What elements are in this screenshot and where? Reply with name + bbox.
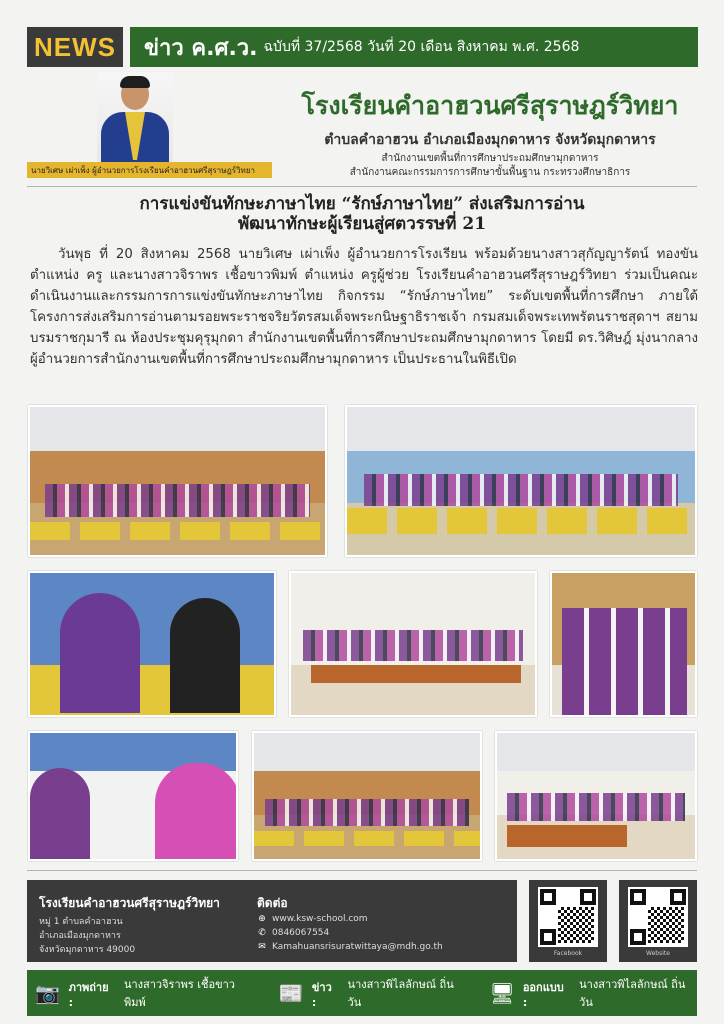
director-portrait — [97, 72, 173, 162]
headline — [40, 194, 684, 234]
director-caption: นายวิเศษ เผ่าเพ็ง ผู้อำนวยการโรงเรียนคำอาฮวนศรีสุราษฎร์วิทยา — [27, 162, 272, 178]
education-commission: สำนักงานคณะกรรมการการศึกษาขั้นพื้นฐาน กระทรวงศึกษาธิการ — [349, 167, 631, 178]
contact-title: ติดต่อ — [257, 896, 288, 910]
headline-line-1: การแข่งขันทักษะภาษาไทย “รักษ์ภาษาไทย” ส่งเสริมการอ่าน — [139, 194, 585, 214]
news-credit-value: นางสาวพิไลลักษณ์ ถิ่นวัน — [347, 978, 454, 1009]
footer-address-2: อำเภอเมืองมุกดาหาร — [39, 931, 121, 941]
divider — [27, 186, 697, 187]
contact-phone[interactable] — [257, 928, 329, 938]
credits-bar — [27, 970, 697, 1016]
contact-email[interactable] — [257, 942, 443, 952]
photo-credit-key: ภาพถ่าย : — [68, 980, 109, 1009]
design-credit-key: ออกแบบ : — [522, 980, 564, 1009]
news-credit-key: ข่าว : — [311, 980, 332, 1009]
news-label: ข่าว ค.ศ.ว. — [144, 35, 258, 61]
photo-competition-room — [252, 731, 482, 861]
website-text: www.ksw-school.com — [272, 914, 368, 924]
website-qr[interactable] — [619, 880, 697, 962]
newspaper-icon: 📰 — [278, 981, 304, 1005]
article-text: วันพุธ ที่ 20 สิงหาคม 2568 นายวิเศษ เผ่าเพ็ง ผู้อำนวยการโรงเรียน พร้อมด้วยนางสาวสุกัญญารัตน์ ทองขัน ตำแหน่ง ครู และนางสาวจิราพร เชื้อขาวพิมพ์ ตำแหน่ง ครูผู้ช่วย โรงเรียนคำอาฮวนศรีสุราษฎร์วิทยา ร่วมเป็นคณะดำเนินงานและกรรมการการแข่งขันทักษะภาษาไทย กิจกรรม “รักษ์ภาษาไทย” ระดับเขตพื้นที่การศึกษา ภายใต้โครงการส่งเสริมการอ่านตามรอยพระราชจริยวัตรสมเด็จพระกนิษฐาธิราชเจ้า กรมสมเด็จพระเทพรัตนราชสุดาฯ สยามบรมราชกุมารี ณ ห้องประชุมคุรุมุกดา สำนักงานเขตพื้นที่การศึกษาประถมศึกษามุกดาหาร โดยมี ดร.วิศิษฎ์ มุ่งนากลาง ผู้อำนวยการสำนักงานเขตพื้นที่การศึกษาประถมศึกษามุกดาหาร เป็นประธานในพิธีเปิด — [30, 247, 698, 367]
headline-line-2: พัฒนาทักษะผู้เรียนสู่ศตวรรษที่ 21 — [237, 214, 487, 234]
footer-address-1: หมู่ 1 ตำบลคำอาฮวน — [39, 917, 123, 927]
photo-teachers — [550, 571, 697, 717]
facebook-qr-label: Facebook — [553, 950, 583, 957]
photo-credit-value: นางสาวจิราพร เชื้อขาวพิมพ์ — [123, 978, 235, 1009]
design-icon: 🖥 — [489, 981, 515, 1005]
photo-scoring — [28, 731, 238, 861]
qr-code-icon — [628, 887, 688, 947]
photo-group-stage — [28, 405, 327, 557]
photo-judges — [28, 571, 276, 717]
photo-reading-room — [495, 731, 697, 861]
website-qr-label: Website — [646, 950, 670, 957]
camera-icon: 📷 — [35, 981, 61, 1005]
footer-info — [27, 880, 517, 962]
school-location: ตำบลคำอาฮวน อำเภอเมืองมุกดาหาร จังหวัดมุกดาหาร — [324, 132, 656, 148]
news-badge: NEWS — [27, 27, 123, 67]
qr-code-icon — [538, 887, 598, 947]
phone-text: 0846067554 — [272, 928, 330, 938]
design-credit-value: นางสาวพิไลลักษณ์ ถิ่นวัน — [579, 978, 686, 1009]
facebook-qr[interactable] — [529, 880, 607, 962]
footer-school: โรงเรียนคำอาฮวนศรีสุราษฎร์วิทยา — [39, 896, 220, 910]
education-office: สำนักงานเขตพื้นที่การศึกษาประถมศึกษามุกดาหาร — [381, 153, 599, 164]
mail-icon: ✉ — [258, 942, 266, 952]
issue-bar — [130, 27, 698, 67]
divider — [27, 870, 697, 871]
photo-conference-room — [289, 571, 537, 717]
issue-info: ฉบับที่ 37/2568 วันที่ 20 เดือน สิงหาคม พ.ศ. 2568 — [263, 39, 580, 55]
contact-website[interactable] — [257, 914, 368, 924]
school-name: โรงเรียนคำอาฮวนศรีสุราษฎร์วิทยา — [301, 91, 679, 120]
footer-address-3: จังหวัดมุกดาหาร 49000 — [39, 945, 136, 955]
email-text: Kamahuansrisuratwittaya@mdh.go.th — [272, 942, 443, 952]
globe-icon: ⊕ — [258, 914, 266, 924]
article-body — [30, 244, 698, 370]
photo-meeting-hall — [345, 405, 697, 557]
phone-icon: ✆ — [258, 928, 266, 938]
